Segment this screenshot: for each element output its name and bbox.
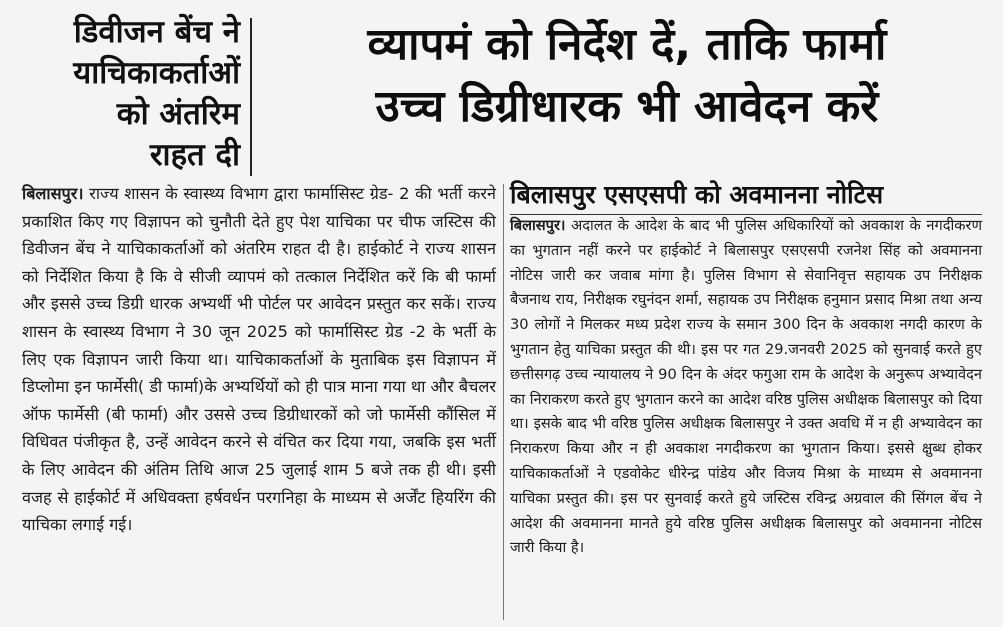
right-article-headline: बिलासपुर एसएसपी को अवमानना नोटिस [510,178,982,215]
left-article-dateline: बिलासपुर। [22,184,84,203]
column-divider [503,184,504,620]
side-headline [22,12,240,176]
side-headline-line: को अंतरिम [116,96,240,132]
main-headline-line: व्यापमं को निर्देश दें, ताकि फार्मा [367,19,887,70]
side-headline-line: राहत दी [149,137,240,173]
main-headline [262,14,992,138]
main-headline-line: उच्च डिग्रीधारक भी आवेदन करें [375,81,879,132]
headline-divider [250,18,252,176]
right-article [510,214,982,561]
left-article-body: राज्य शासन के स्वास्थ्य विभाग द्वारा फार्मासिस्ट ग्रेड- 2 की भर्ती करने प्रकाशित किए गए विज्ञापन को चुनौती देते हुए पेश याचिका पर चीफ जस्टिस की डिवीजन बेंच ने याचिकाकर्ताओं को अंतरिम राहत दी है। हाईकोर्ट ने राज्य शासन को निर्देशित किया है कि वे सीजी व्यापमं को तत्काल निर्देशित करें कि बी फार्मा और इससे उच्च डिग्री धारक अभ्यर्थी भी पोर्टल पर आवेदन प्रस्तुत कर सकें। राज्य शासन के स्वास्थ्य विभाग ने 30 जून 2025 को फार्मासिस्ट ग्रेड -2 के भर्ती के लिए एक विज्ञापन जारी किया था। याचिकाकर्ताओं के मुताबिक इस विज्ञापन में डिप्लोमा इन फार्मेसी( डी फार्मा)के अभ्यर्थियों को ही पात्र माना गया था और बैचलर ऑफ फार्मेसी (बी फार्मा) और उससे उच्च डिग्रीधारकों को जो फार्मेसी कौंसिल में विधिवत पंजीकृत है, उन्हें आवेदन करने से वंचित कर दिया गया, जबकि इस भर्ती के लिए आवेदन की अंतिम तिथि आज 25 जुलाई शाम 5 बजे तक ही थी। इसी वजह से हाईकोर्ट में अधिवक्ता हर्षवर्धन परगनिहा के माध्यम से अर्जेंट हियरिंग की याचिका लगाई गई। [22,184,496,535]
right-article-dateline: बिलासपुर। [510,217,566,234]
side-headline-line: डिवीजन बेंच ने [73,14,240,50]
left-article [22,180,496,539]
side-headline-line: याचिकाकर्ताओं [73,55,240,91]
right-article-body: अदालत के आदेश के बाद भी पुलिस अधिकारियों को अवकाश के नगदीकरण का भुगतान नहीं करने पर हाईकोर्ट ने बिलासपुर एसएसपी रजनेश सिंह को अवमानना नोटिस जारी कर जवाब मांगा है। पुलिस विभाग से सेवानिवृत्त सहायक उप निरीक्षक बैजनाथ राय, निरीक्षक रघुनंदन शर्मा, सहायक उप निरीक्षक हनुमान प्रसाद मिश्रा तथा अन्य 30 लोगों ने मिलकर मध्य प्रदेश राज्य के समान 300 दिन के अवकाश नगदी कारण के भुगतान हेतु याचिका प्रस्तुत की थी। इस पर गत 29.जनवरी 2025 को सुनवाई करते हुए छत्तीसगढ़ उच्च न्यायालय ने 90 दिन के अंदर फगुआ राम के आदेश के अनुरूप अभ्यावेदन का निराकरण करते हुए भुगतान करने का आदेश वरिष्ठ पुलिस अधीक्षक बिलासपुर को दिया था। इसके बाद भी वरिष्ठ पुलिस अधीक्षक बिलासपुर ने उक्त अवधि में न ही अभ्यावेदन का निराकरण किया और न ही अवकाश नगदीकरण का भुगतान किया। इससे क्षुब्ध होकर याचिकाकर्ताओं ने एडवोकेट धीरेन्द्र पांडेय और विजय मिश्रा के माध्यम से अवमानना याचिका प्रस्तुत की। इस पर सुनवाई करते हुये जस्टिस रविन्द्र अग्रवाल की सिंगल बेंच ने आदेश की अवमानना मानते हुये वरिष्ठ पुलिस अधीक्षक बिलासपुर को अवमानना नोटिस जारी किया है। [510,217,982,557]
